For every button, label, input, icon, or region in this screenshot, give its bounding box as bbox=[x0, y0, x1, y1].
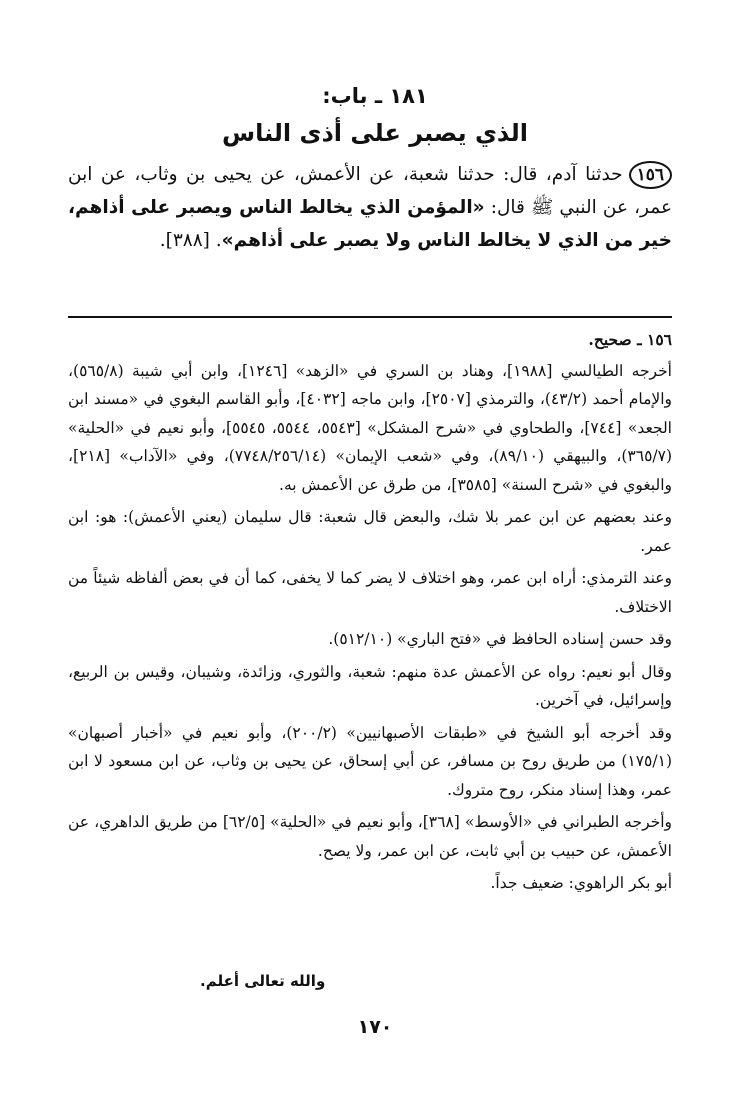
footnote-paragraph: أخرجه الطيالسي [١٩٨٨]، وهناد بن السري في «الزهد» [١٢٤٦]، وابن أبي شيبة (٥٦٥/٨)، والإمام أحمد (٤٣/٢)، والترمذي [٢٥٠٧]، وابن ماجه [٤٠٣٢]، وأبو القاسم البغوي في «مسند ابن الجعد» [٧٤٤]، والطحاوي في «شرح المشكل» [٥٥٤٣، ٥٥٤٤، ٥٥٤٥]، وأبو نعيم في «الحلية» (٣٦٥/٧)، والبيهقي (٨٩/١٠)، وفي «شعب الإيمان» (٧٧٤٨/٢٥٦/١٤)، وفي «الآداب» [٢١٨]، والبغوي في «شرح السنة» [٣٥٨٥]، من طرق عن الأعمش به. bbox=[68, 361, 673, 494]
footnote-paragraph: أبو بكر الراهوي: ضعيف جداً. bbox=[490, 874, 672, 892]
footnote-paragraph: وقال أبو نعيم: رواه عن الأعمش عدة منهم: شعبة، والثوري، وزائدة، وشيبان، وقيس بن الربيع، وإسرائيل، في آخرين. bbox=[68, 662, 672, 709]
closing-text: والله تعالى أعلم. bbox=[200, 972, 326, 990]
footnote-paragraph: وأخرجه الطبراني في «الأوسط» [٣٦٨]، وأبو نعيم في «الحلية» [٦٢/٥] من طريق الداهري، عن الأعمش، عن حبيب بن أبي ثابت، عن ابن عمر، ولا يصح. bbox=[68, 813, 672, 860]
hadith-grade: ١٥٦ ـ صحيح. bbox=[588, 330, 672, 349]
page-number: ١٧٠ bbox=[357, 1016, 393, 1038]
hadith-number-badge: ١٥٦ bbox=[629, 161, 672, 189]
hadith-chain: حدثنا آدم، قال: حدثنا شعبة، عن الأعمش، عن يحيى بن وثاب، عن ابن عمر، عن النبي ﷺ قال: bbox=[68, 164, 672, 218]
hadith-paragraph bbox=[68, 158, 672, 257]
hadith-block bbox=[68, 158, 672, 257]
hadith-reference: . [٣٨٨]. bbox=[159, 230, 222, 251]
footnote-paragraph: وقد حسن إسناده الحافظ في «فتح الباري» (٥١٢/١٠). bbox=[328, 630, 672, 648]
footnote-paragraph: وقد أخرجه أبو الشيخ في «طبقات الأصبهانيين» (٢٠٠/٢)، وأبو نعيم في «أخبار أصبهان» (١٧٥/١) من طريق روح بن مسافر، عن أبي إسحاق، عن يحيى بن وثاب، عن ابن مسعود لا ابن عمر، وهذا إسناد منكر، روح متروك. bbox=[68, 723, 672, 799]
footnote-divider bbox=[68, 316, 672, 318]
footnotes bbox=[68, 326, 672, 902]
footnote-paragraph: وعند بعضهم عن ابن عمر بلا شك، والبعض قال شعبة: قال سليمان (يعني الأعمش): هو: ابن عمر. bbox=[68, 508, 672, 555]
chapter-title: الذي يصبر على أذى الناس bbox=[221, 119, 529, 147]
footnote-paragraph: وعند الترمذي: أراه ابن عمر، وهو اختلاف لا يضر كما لا يخفى، كما أن في بعض ألفاظه شيئاً من الاختلاف. bbox=[68, 569, 672, 616]
hadith-text: «المؤمن الذي يخالط الناس ويصبر على أذاهم، خير من الذي لا يخالط الناس ولا يصبر على أذاهم» bbox=[68, 197, 672, 251]
chapter-number: ١٨١ ـ باب: bbox=[322, 84, 428, 108]
